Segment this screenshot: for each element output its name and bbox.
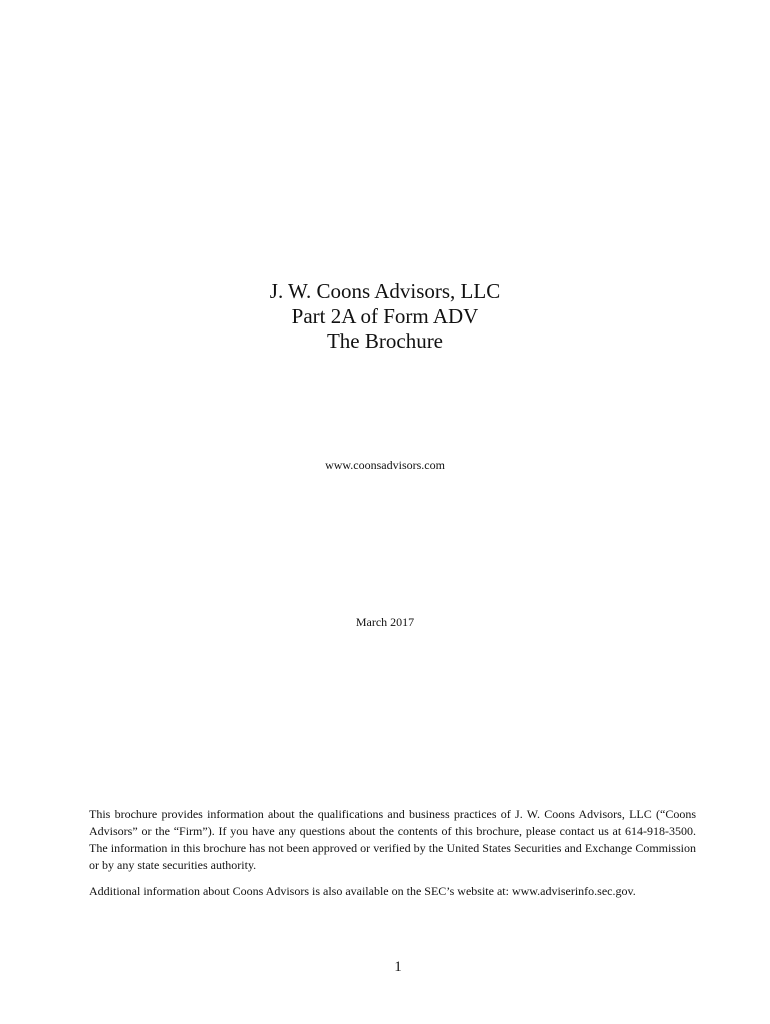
title-block: [0, 279, 770, 354]
page-number: 1: [394, 959, 402, 975]
document-date: March 2017: [355, 615, 415, 629]
firm-name: J. W. Coons Advisors, LLC: [269, 279, 501, 303]
additional-info-paragraph: Additional information about Coons Advisors is also available on the SEC’s website at: www.adviserinfo.sec.gov.: [89, 884, 636, 898]
document-title: The Brochure: [326, 329, 444, 353]
website-url: www.coonsadvisors.com: [325, 458, 445, 472]
form-name: Part 2A of Form ADV: [291, 304, 479, 328]
disclaimer-paragraph: This brochure provides information about the qualifications and business practices of J. W. Coons Advisors, LLC (“Coons Advisors” or the “Firm”). If you have any questions about the contents of this brochure, please contact us at 614-918-3500. The information in this brochure has not been approved or verified by the United States Securities and Exchange Commission or by any state securities authority.: [89, 807, 696, 872]
